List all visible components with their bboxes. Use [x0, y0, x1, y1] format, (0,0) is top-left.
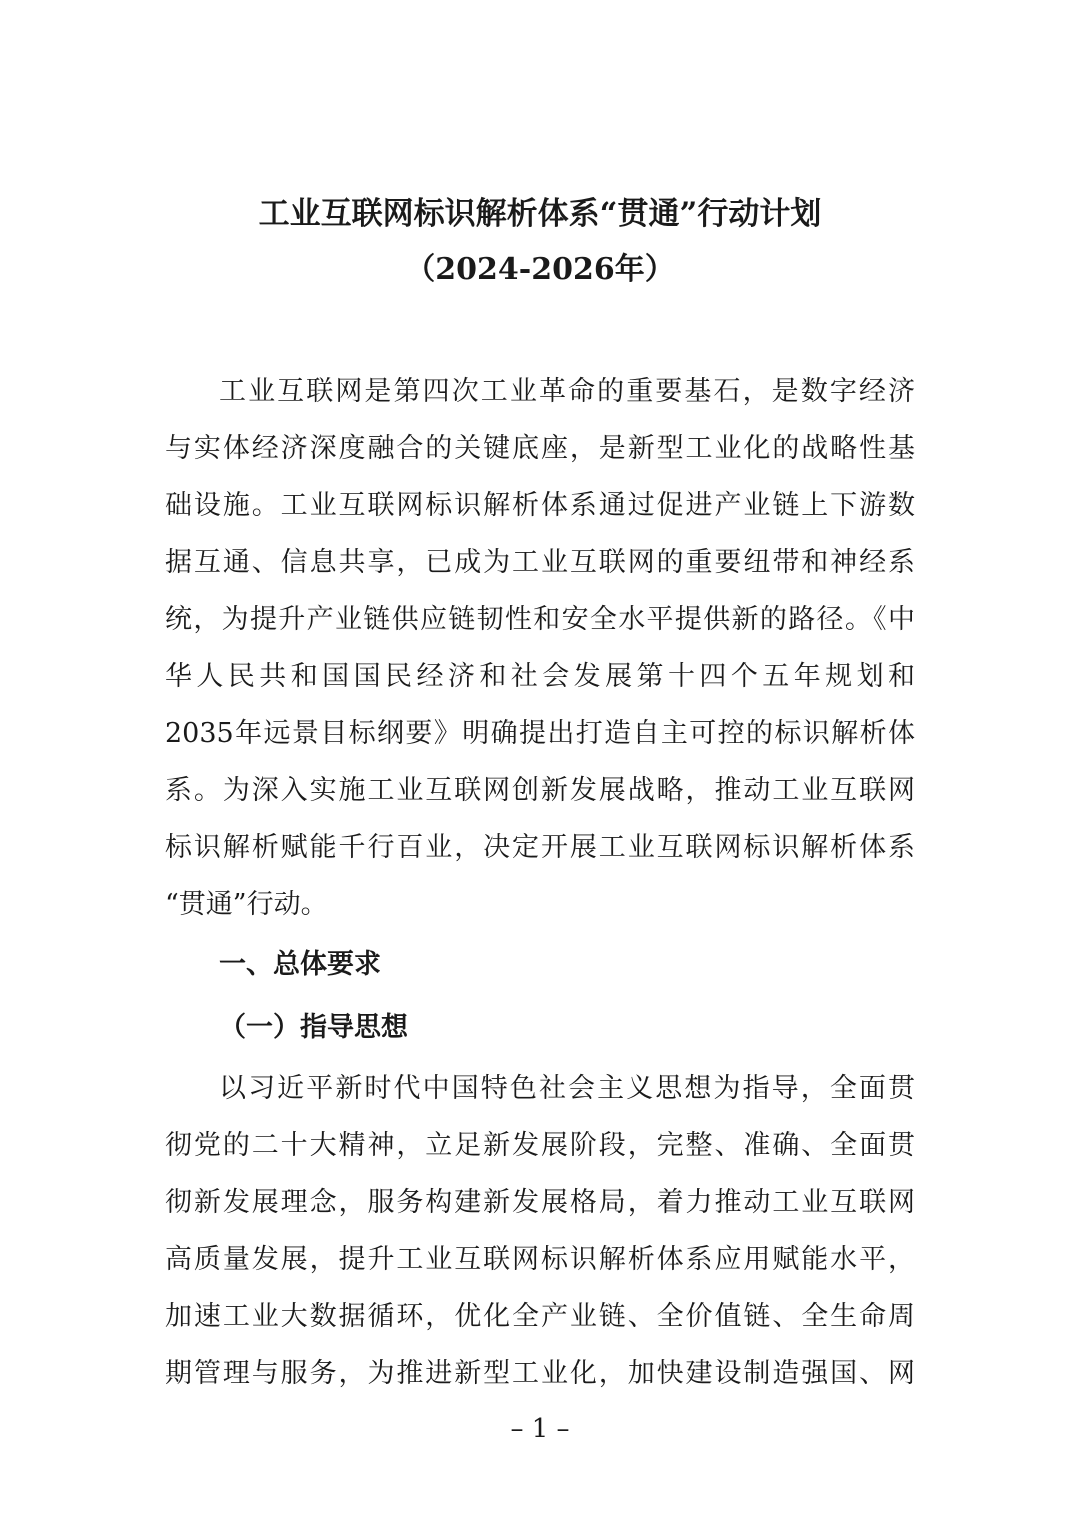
- section-heading-general-requirements: 一、总体要求: [219, 949, 381, 980]
- text-line: 高质量发展，提升工业互联网标识解析体系应用赋能水平，: [165, 1244, 915, 1275]
- document-body: [165, 363, 915, 1402]
- text-line: 期管理与服务，为推进新型工业化，加快建设制造强国、网: [165, 1358, 915, 1389]
- text-line: 系。为深入实施工业互联网创新发展战略，推动工业互联网: [165, 775, 915, 806]
- text-line: 据互通、信息共享，已成为工业互联网的重要纽带和神经系: [165, 547, 915, 578]
- document-subtitle-years: （2024-2026年）: [405, 252, 675, 287]
- page-number: – 1 –: [510, 1414, 570, 1444]
- text-line: 华人民共和国国民经济和社会发展第十四个五年规划和: [165, 661, 915, 692]
- text-line: “贯通”行动。: [165, 889, 328, 920]
- text-line: 标识解析赋能千行百业，决定开展工业互联网标识解析体系: [165, 832, 915, 863]
- subsection-heading-guiding-ideology: （一）指导思想: [219, 1012, 408, 1043]
- text-line: 以习近平新时代中国特色社会主义思想为指导，全面贯: [219, 1073, 915, 1104]
- text-line: 2035年远景目标纲要》明确提出打造自主可控的标识解析体: [165, 718, 915, 749]
- text-line: 彻新发展理念，服务构建新发展格局，着力推动工业互联网: [165, 1187, 915, 1218]
- guiding-ideology-paragraph: [165, 1060, 915, 1402]
- text-line: 工业互联网是第四次工业革命的重要基石，是数字经济: [219, 376, 915, 407]
- text-line: 与实体经济深度融合的关键底座，是新型工业化的战略性基: [165, 433, 915, 464]
- document-title: 工业互联网标识解析体系“贯通”行动计划: [258, 196, 822, 232]
- text-line: 彻党的二十大精神，立足新发展阶段，完整、准确、全面贯: [165, 1130, 915, 1161]
- text-line: 础设施。工业互联网标识解析体系通过促进产业链上下游数: [165, 490, 915, 521]
- text-line: 统，为提升产业链供应链韧性和安全水平提供新的路径。《中: [165, 604, 915, 635]
- text-line: 加速工业大数据循环，优化全产业链、全价值链、全生命周: [165, 1301, 915, 1332]
- intro-paragraph: [165, 363, 915, 933]
